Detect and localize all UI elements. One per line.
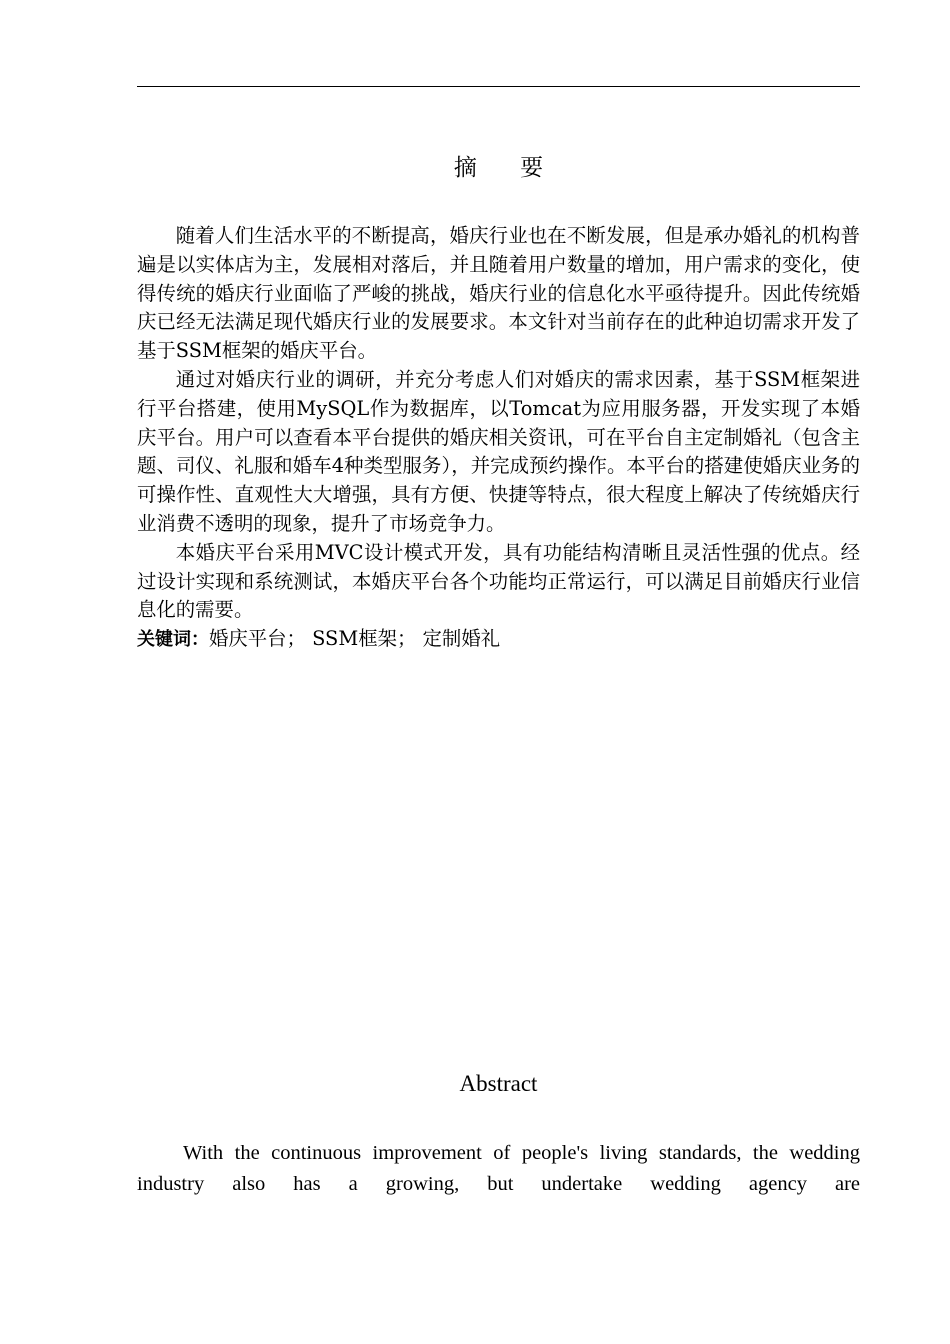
english-abstract-body	[137, 1138, 860, 1200]
chinese-abstract-paragraph-1: 随着人们生活水平的不断提高，婚庆行业也在不断发展，但是承办婚礼的机构普遍是以实体店为主，发展相对落后，并且随着用户数量的增加，用户需求的变化，使得传统的婚庆行业面临了严峻的挑战，婚庆行业的信息化水平亟待提升。因此传统婚庆已经无法满足现代婚庆行业的发展要求。本文针对当前存在的此种迫切需求开发了基于SSM框架的婚庆平台。	[137, 224, 860, 363]
chinese-abstract-title: 摘 要	[453, 155, 562, 181]
header-rule	[137, 86, 860, 87]
chinese-abstract-paragraph-2: 通过对婚庆行业的调研，并充分考虑人们对婚庆的需求因素，基于SSM框架进行平台搭建，使用MySQL作为数据库，以Tomcat为应用服务器，开发实现了本婚庆平台。用户可以查看本平台提供的婚庆相关资讯，可在平台自主定制婚礼（包含主题、司仪、礼服和婚车4种类型服务），并完成预约操作。本平台的搭建使婚庆业务的可操作性、直观性大大增强，具有方便、快捷等特点，很大程度上解决了传统婚庆行业消费不透明的现象，提升了市场竞争力。	[137, 367, 860, 535]
keywords-value: 婚庆平台； SSM框架； 定制婚礼	[209, 627, 501, 651]
keywords-line	[137, 625, 860, 655]
english-abstract-paragraph: With the continuous improvement of people's living standards, the wedding industry also has a growing, but undertake wedding agency are	[137, 1142, 860, 1195]
chinese-abstract-body	[137, 222, 860, 655]
keywords-label: 关键词：	[137, 629, 209, 651]
english-abstract-title: Abstract	[459, 1071, 538, 1096]
chinese-abstract-paragraph-3: 本婚庆平台采用MVC设计模式开发，具有功能结构清晰且灵活性强的优点。经过设计实现和系统测试，本婚庆平台各个功能均正常运行，可以满足目前婚庆行业信息化的需要。	[137, 540, 860, 622]
